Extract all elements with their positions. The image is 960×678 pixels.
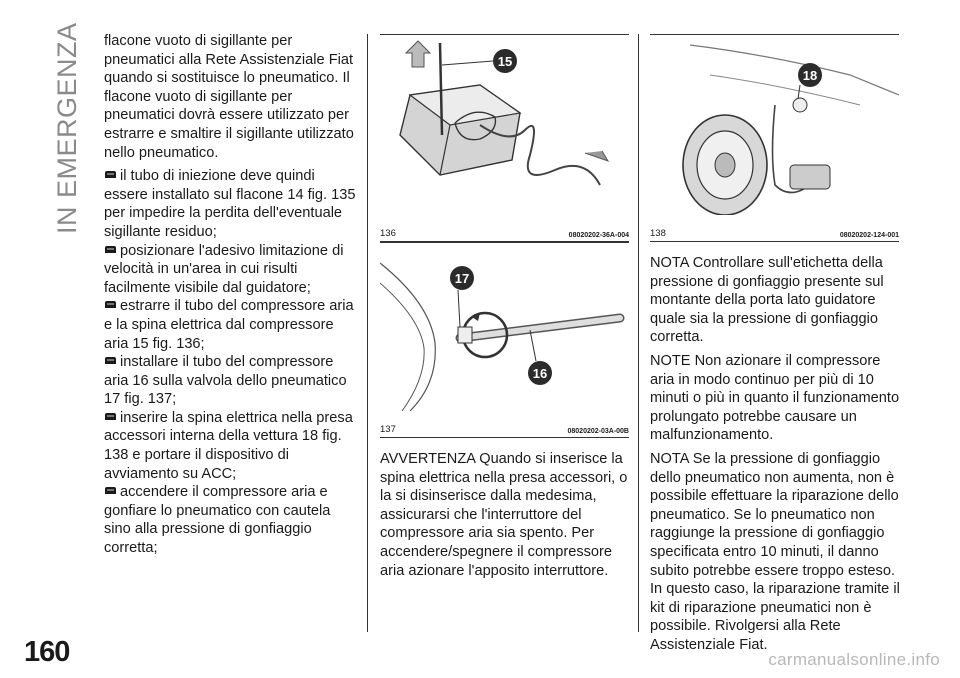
bullet-icon	[104, 356, 117, 365]
bullet-icon	[104, 245, 117, 254]
callout-17: 17	[454, 271, 470, 286]
warning-paragraph: AVVERTENZA Quando si inserisce la spina elettrica nella presa accessori, o la si disinserisce dalla medesima, assicurarsi che l'interruttore del compressore aria sia spento. Per accendere/spegnere il compressore aria azionare l'apposito interruttore.	[380, 451, 628, 579]
watermark: carmanualsonline.info	[768, 650, 940, 669]
step-text: posizionare l'adesivo limitazione di velocità in un'area in cui risulti facilmente visibile dal guidatore;	[104, 242, 344, 296]
step-text: accendere il compressore aria e gonfiare lo pneumatico con cautela sino alla pressione di gonfiaggio corretta;	[104, 484, 331, 557]
figure-138	[650, 34, 899, 243]
callout-18: 18	[802, 68, 818, 83]
bullet-icon	[104, 300, 117, 309]
step-text: installare il tubo del compressore aria 16 sulla valvola dello pneumatico 17 fig. 137;	[104, 354, 347, 408]
steps-list	[104, 167, 356, 557]
column-divider	[367, 34, 368, 632]
step-item	[104, 409, 356, 483]
callout-16: 16	[532, 366, 548, 381]
figure-caption	[380, 229, 629, 242]
figure-code: 08020202-03A-00B	[567, 428, 629, 435]
step-text: estrarre il tubo del compressore aria e la spina elettrica dal compressore aria 15 fig. 136;	[104, 298, 354, 352]
step-item	[104, 353, 356, 409]
figure-number: 137	[380, 424, 396, 435]
step-item	[104, 297, 356, 353]
figure-136	[380, 34, 629, 243]
figure-137	[380, 242, 629, 439]
warning-text	[380, 450, 632, 585]
intro-paragraph: flacone vuoto di sigillante per pneumatici alla Rete Assistenziale Fiat quando si sostituisce lo pneumatico. Il flacone vuoto di sigillante per pneumatici dovrà essere utilizzato per estrarre e smaltire il sigillante utilizzato nello pneumatico.	[104, 33, 354, 161]
note-paragraph: NOTA Se la pressione di gonfiaggio dello pneumatico non aumenta, non è possibile effettuare la riparazione dello pneumatico. Se lo pneumatico non raggiunge la pressione di gonfiaggio specificata entro 10 minuti, il danno subito potrebbe essere troppo esteso. In questo caso, la riparazione tramite il kit di riparazione pneumatici non è possibile. Rivolgersi alla Rete Assistenziale Fiat.	[650, 450, 900, 653]
column-divider	[638, 34, 639, 632]
step-item	[104, 167, 356, 241]
notes-column	[650, 254, 902, 659]
bullet-icon	[104, 170, 117, 179]
section-title: IN EMERGENZA	[52, 22, 82, 234]
figure-number: 138	[650, 228, 666, 239]
bullet-icon	[104, 486, 117, 495]
note-paragraph: NOTE Non azionare il compressore aria in modo continuo per più di 10 minuti o più in quanto il funzionamento prolungato potrebbe causare un malfunzionamento.	[650, 352, 900, 444]
figure-code: 08020202-36A-004	[568, 232, 629, 239]
page-number: 160	[24, 636, 70, 668]
step-item	[104, 242, 356, 298]
step-text: il tubo di iniezione deve quindi essere installato sul flacone 14 fig. 135 per impedire la perdita dell'eventuale sigillante residuo;	[104, 168, 356, 240]
callout-15: 15	[497, 54, 513, 69]
note-paragraph: NOTA Controllare sull'etichetta della pressione di gonfiaggio presente sul montante della porta lato guidatore quale sia la pressione di gonfiaggio corretta.	[650, 255, 884, 346]
left-column	[104, 32, 356, 558]
figure-code: 08020202-124-001	[839, 232, 899, 239]
bullet-icon	[104, 412, 117, 421]
step-text: inserire la spina elettrica nella presa accessori interna della vettura 18 fig. 138 e portare il dispositivo di avviamento su ACC;	[104, 409, 353, 482]
figure-caption	[650, 229, 899, 242]
figure-number: 136	[380, 228, 396, 239]
compressor-illustration	[380, 35, 629, 215]
valve-illustration	[380, 243, 629, 411]
figure-caption	[380, 425, 629, 438]
car-socket-illustration	[650, 35, 899, 215]
step-item	[104, 483, 356, 557]
